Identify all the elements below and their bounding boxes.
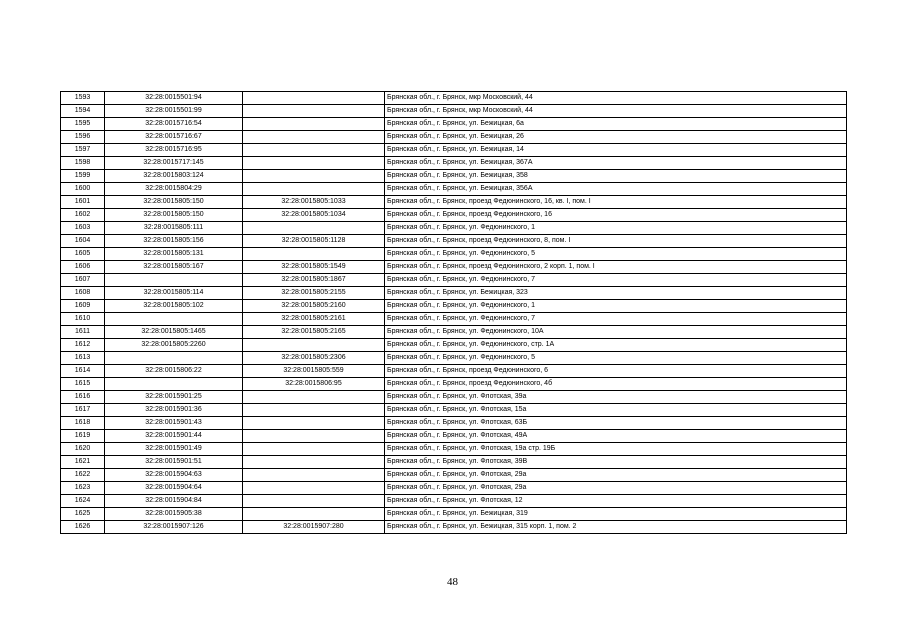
address-cell: Брянская обл., г. Брянск, мкр Московский, 44 [385, 92, 847, 105]
table-row [61, 300, 847, 313]
cadastral-number-cell: 32:28:0015501:99 [105, 105, 243, 118]
table-row [61, 170, 847, 183]
cadastral-number-cell [105, 313, 243, 326]
cadastral-number-cell: 32:28:0015904:63 [105, 469, 243, 482]
address-cell: Брянская обл., г. Брянск, ул. Флотская, 19а стр. 19Б [385, 443, 847, 456]
table-row [61, 196, 847, 209]
related-cadastral-number-cell [243, 417, 385, 430]
related-cadastral-number-cell [243, 391, 385, 404]
table-row [61, 495, 847, 508]
table-row [61, 339, 847, 352]
cadastral-number-cell: 32:28:0015716:67 [105, 131, 243, 144]
related-cadastral-number-cell: 32:28:0015805:1034 [243, 209, 385, 222]
address-cell: Брянская обл., г. Брянск, ул. Флотская, 29а [385, 469, 847, 482]
table-row [61, 144, 847, 157]
registry-table [60, 91, 847, 534]
row-number-cell: 1616 [61, 391, 105, 404]
address-cell: Брянская обл., г. Брянск, проезд Федюнинского, 2 корп. 1, пом. I [385, 261, 847, 274]
cadastral-number-cell: 32:28:0015904:64 [105, 482, 243, 495]
row-number-cell: 1606 [61, 261, 105, 274]
cadastral-number-cell: 32:28:0015805:1465 [105, 326, 243, 339]
related-cadastral-number-cell [243, 443, 385, 456]
address-cell: Брянская обл., г. Брянск, мкр Московский, 44 [385, 105, 847, 118]
address-cell: Брянская обл., г. Брянск, ул. Флотская, 12 [385, 495, 847, 508]
address-cell: Брянская обл., г. Брянск, проезд Федюнинского, 4б [385, 378, 847, 391]
address-cell: Брянская обл., г. Брянск, ул. Федюнинского, 1 [385, 300, 847, 313]
table-row [61, 131, 847, 144]
cadastral-number-cell: 32:28:0015805:167 [105, 261, 243, 274]
address-cell: Брянская обл., г. Брянск, ул. Бежицкая, 367А [385, 157, 847, 170]
related-cadastral-number-cell [243, 404, 385, 417]
row-number-cell: 1607 [61, 274, 105, 287]
address-cell: Брянская обл., г. Брянск, проезд Федюнинского, 16 [385, 209, 847, 222]
cadastral-number-cell: 32:28:0015501:94 [105, 92, 243, 105]
row-number-cell: 1619 [61, 430, 105, 443]
row-number-cell: 1617 [61, 404, 105, 417]
table-row [61, 391, 847, 404]
address-cell: Брянская обл., г. Брянск, ул. Федюнинского, 7 [385, 313, 847, 326]
table-row [61, 430, 847, 443]
row-number-cell: 1603 [61, 222, 105, 235]
related-cadastral-number-cell: 32:28:0015805:1128 [243, 235, 385, 248]
address-cell: Брянская обл., г. Брянск, ул. Федюнинского, 10А [385, 326, 847, 339]
row-number-cell: 1599 [61, 170, 105, 183]
table-row [61, 92, 847, 105]
cadastral-number-cell: 32:28:0015805:111 [105, 222, 243, 235]
related-cadastral-number-cell: 32:28:0015805:1549 [243, 261, 385, 274]
cadastral-number-cell: 32:28:0015901:49 [105, 443, 243, 456]
row-number-cell: 1611 [61, 326, 105, 339]
address-cell: Брянская обл., г. Брянск, ул. Флотская, 39В [385, 456, 847, 469]
address-cell: Брянская обл., г. Брянск, ул. Флотская, 15а [385, 404, 847, 417]
table-row [61, 287, 847, 300]
related-cadastral-number-cell [243, 92, 385, 105]
row-number-cell: 1621 [61, 456, 105, 469]
address-cell: Брянская обл., г. Брянск, ул. Флотская, 49А [385, 430, 847, 443]
row-number-cell: 1609 [61, 300, 105, 313]
table-row [61, 378, 847, 391]
related-cadastral-number-cell [243, 131, 385, 144]
cadastral-number-cell: 32:28:0015907:126 [105, 521, 243, 534]
row-number-cell: 1597 [61, 144, 105, 157]
address-cell: Брянская обл., г. Брянск, проезд Федюнинского, 16, кв. I, пом. I [385, 196, 847, 209]
address-cell: Брянская обл., г. Брянск, ул. Бежицкая, 358 [385, 170, 847, 183]
related-cadastral-number-cell: 32:28:0015805:559 [243, 365, 385, 378]
row-number-cell: 1604 [61, 235, 105, 248]
related-cadastral-number-cell: 32:28:0015805:2306 [243, 352, 385, 365]
table-row [61, 235, 847, 248]
related-cadastral-number-cell: 32:28:0015805:1033 [243, 196, 385, 209]
row-number-cell: 1615 [61, 378, 105, 391]
cadastral-number-cell: 32:28:0015901:44 [105, 430, 243, 443]
cadastral-number-cell: 32:28:0015805:102 [105, 300, 243, 313]
related-cadastral-number-cell [243, 170, 385, 183]
registry-table-body [61, 92, 847, 534]
address-cell: Брянская обл., г. Брянск, проезд Федюнинского, 8, пом. I [385, 235, 847, 248]
cadastral-number-cell: 32:28:0015805:114 [105, 287, 243, 300]
cadastral-number-cell: 32:28:0015805:2260 [105, 339, 243, 352]
cadastral-number-cell: 32:28:0015901:36 [105, 404, 243, 417]
table-row [61, 443, 847, 456]
table-row [61, 248, 847, 261]
related-cadastral-number-cell [243, 482, 385, 495]
row-number-cell: 1623 [61, 482, 105, 495]
address-cell: Брянская обл., г. Брянск, ул. Федюнинского, 5 [385, 248, 847, 261]
cadastral-number-cell: 32:28:0015805:131 [105, 248, 243, 261]
cadastral-number-cell: 32:28:0015905:38 [105, 508, 243, 521]
table-row [61, 118, 847, 131]
related-cadastral-number-cell [243, 144, 385, 157]
cadastral-number-cell: 32:28:0015806:22 [105, 365, 243, 378]
table-row [61, 521, 847, 534]
row-number-cell: 1620 [61, 443, 105, 456]
cadastral-number-cell: 32:28:0015904:84 [105, 495, 243, 508]
table-row [61, 417, 847, 430]
table-row [61, 274, 847, 287]
related-cadastral-number-cell [243, 508, 385, 521]
related-cadastral-number-cell [243, 430, 385, 443]
table-row [61, 157, 847, 170]
row-number-cell: 1624 [61, 495, 105, 508]
address-cell: Брянская обл., г. Брянск, ул. Бежицкая, 26 [385, 131, 847, 144]
row-number-cell: 1598 [61, 157, 105, 170]
address-cell: Брянская обл., г. Брянск, ул. Флотская, 63Б [385, 417, 847, 430]
row-number-cell: 1600 [61, 183, 105, 196]
address-cell: Брянская обл., г. Брянск, проезд Федюнинского, 6 [385, 365, 847, 378]
cadastral-number-cell [105, 274, 243, 287]
row-number-cell: 1602 [61, 209, 105, 222]
row-number-cell: 1608 [61, 287, 105, 300]
address-cell: Брянская обл., г. Брянск, ул. Бежицкая, 323 [385, 287, 847, 300]
address-cell: Брянская обл., г. Брянск, ул. Федюнинского, 1 [385, 222, 847, 235]
related-cadastral-number-cell: 32:28:0015805:2165 [243, 326, 385, 339]
cadastral-number-cell: 32:28:0015901:51 [105, 456, 243, 469]
address-cell: Брянская обл., г. Брянск, ул. Федюнинского, 5 [385, 352, 847, 365]
table-row [61, 482, 847, 495]
address-cell: Брянская обл., г. Брянск, ул. Бежицкая, 6а [385, 118, 847, 131]
related-cadastral-number-cell: 32:28:0015805:1867 [243, 274, 385, 287]
row-number-cell: 1601 [61, 196, 105, 209]
table-row [61, 261, 847, 274]
related-cadastral-number-cell: 32:28:0015805:2161 [243, 313, 385, 326]
row-number-cell: 1595 [61, 118, 105, 131]
row-number-cell: 1605 [61, 248, 105, 261]
table-row [61, 508, 847, 521]
related-cadastral-number-cell [243, 222, 385, 235]
row-number-cell: 1625 [61, 508, 105, 521]
related-cadastral-number-cell [243, 339, 385, 352]
table-row [61, 326, 847, 339]
cadastral-number-cell: 32:28:0015803:124 [105, 170, 243, 183]
row-number-cell: 1612 [61, 339, 105, 352]
related-cadastral-number-cell [243, 183, 385, 196]
page-number: 48 [447, 576, 458, 588]
address-cell: Брянская обл., г. Брянск, ул. Флотская, 39а [385, 391, 847, 404]
related-cadastral-number-cell [243, 248, 385, 261]
related-cadastral-number-cell [243, 157, 385, 170]
address-cell: Брянская обл., г. Брянск, ул. Федюнинского, стр. 1А [385, 339, 847, 352]
related-cadastral-number-cell: 32:28:0015805:2160 [243, 300, 385, 313]
address-cell: Брянская обл., г. Брянск, ул. Федюнинского, 7 [385, 274, 847, 287]
row-number-cell: 1613 [61, 352, 105, 365]
table-row [61, 183, 847, 196]
table-row [61, 222, 847, 235]
cadastral-number-cell: 32:28:0015716:54 [105, 118, 243, 131]
table-row [61, 456, 847, 469]
related-cadastral-number-cell [243, 105, 385, 118]
table-row [61, 365, 847, 378]
cadastral-number-cell: 32:28:0015805:150 [105, 209, 243, 222]
table-row [61, 352, 847, 365]
cadastral-number-cell: 32:28:0015717:145 [105, 157, 243, 170]
related-cadastral-number-cell [243, 469, 385, 482]
cadastral-number-cell [105, 378, 243, 391]
related-cadastral-number-cell: 32:28:0015805:2155 [243, 287, 385, 300]
table-row [61, 313, 847, 326]
cadastral-number-cell: 32:28:0015804:29 [105, 183, 243, 196]
table-row [61, 105, 847, 118]
cadastral-number-cell: 32:28:0015805:156 [105, 235, 243, 248]
row-number-cell: 1610 [61, 313, 105, 326]
related-cadastral-number-cell [243, 118, 385, 131]
address-cell: Брянская обл., г. Брянск, ул. Флотская, 29а [385, 482, 847, 495]
row-number-cell: 1626 [61, 521, 105, 534]
table-row [61, 469, 847, 482]
row-number-cell: 1618 [61, 417, 105, 430]
address-cell: Брянская обл., г. Брянск, ул. Бежицкая, 14 [385, 144, 847, 157]
row-number-cell: 1622 [61, 469, 105, 482]
row-number-cell: 1596 [61, 131, 105, 144]
cadastral-number-cell [105, 352, 243, 365]
row-number-cell: 1594 [61, 105, 105, 118]
related-cadastral-number-cell [243, 495, 385, 508]
cadastral-number-cell: 32:28:0015716:95 [105, 144, 243, 157]
related-cadastral-number-cell: 32:28:0015907:280 [243, 521, 385, 534]
address-cell: Брянская обл., г. Брянск, ул. Бежицкая, 319 [385, 508, 847, 521]
row-number-cell: 1614 [61, 365, 105, 378]
cadastral-number-cell: 32:28:0015805:150 [105, 196, 243, 209]
table-row [61, 209, 847, 222]
related-cadastral-number-cell [243, 456, 385, 469]
related-cadastral-number-cell: 32:28:0015806:95 [243, 378, 385, 391]
cadastral-number-cell: 32:28:0015901:43 [105, 417, 243, 430]
address-cell: Брянская обл., г. Брянск, ул. Бежицкая, 356А [385, 183, 847, 196]
row-number-cell: 1593 [61, 92, 105, 105]
address-cell: Брянская обл., г. Брянск, ул. Бежицкая, 315 корп. 1, пом. 2 [385, 521, 847, 534]
cadastral-number-cell: 32:28:0015901:25 [105, 391, 243, 404]
table-row [61, 404, 847, 417]
